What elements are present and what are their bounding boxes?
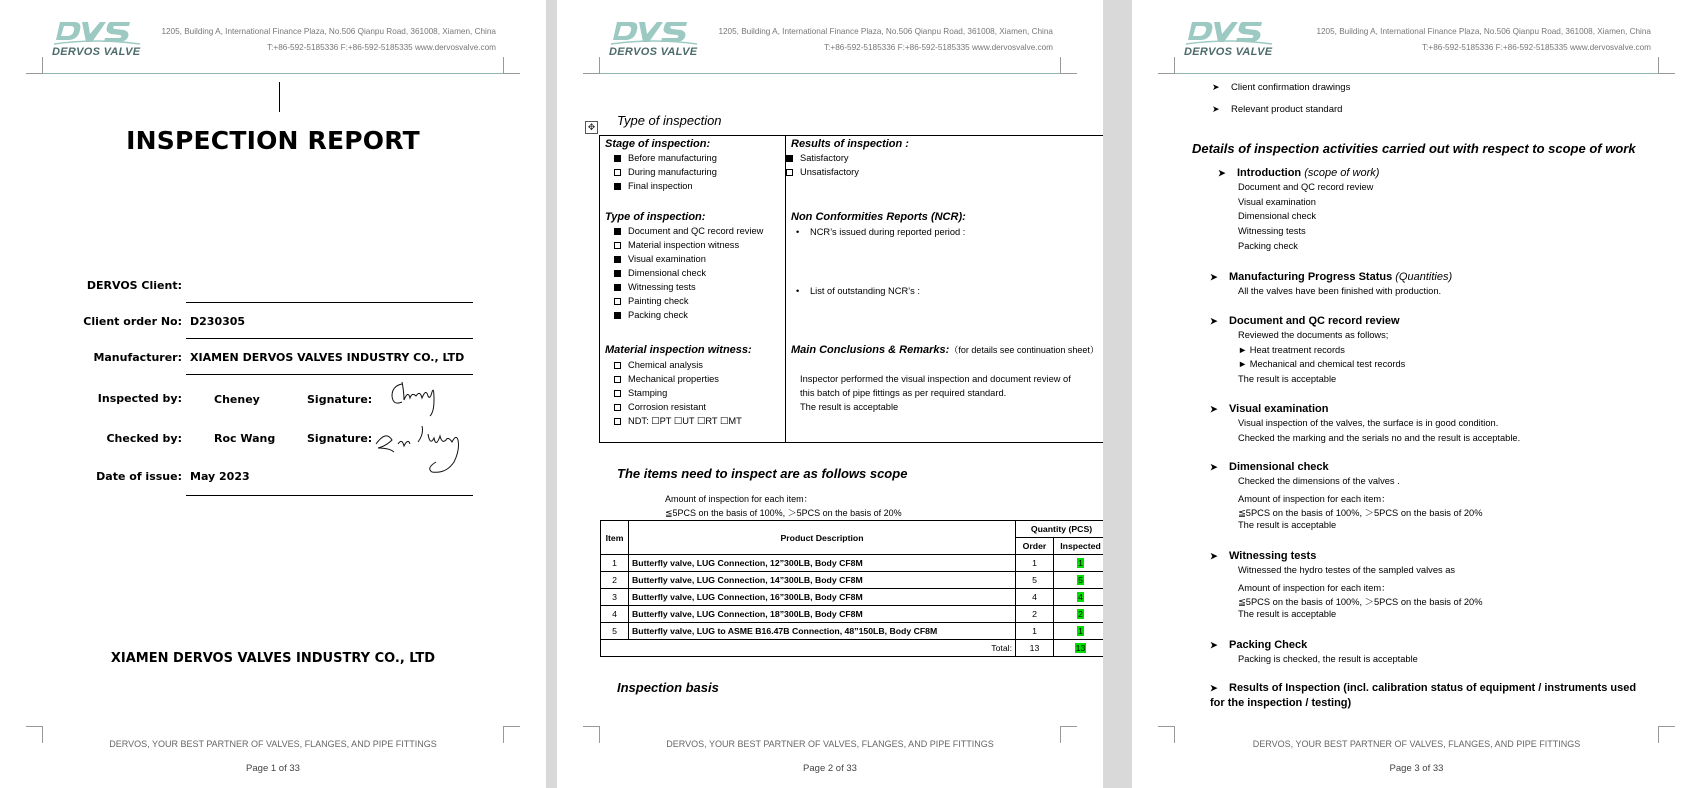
stage-item-label: During manufacturing <box>628 167 717 177</box>
item-cell: 1 <box>601 555 629 572</box>
order-cell: 1 <box>1016 623 1054 640</box>
arrow-bullet-icon: ➤ <box>1210 462 1218 472</box>
material-item <box>614 388 667 398</box>
section-line: ≦5PCS on the basis of 100%, ＞5PCS on the basis of 20% <box>1238 597 1483 608</box>
table-row <box>601 589 1104 606</box>
crop-mark <box>583 57 600 74</box>
checked-checkbox-icon[interactable] <box>614 228 621 235</box>
footer-tagline: DERVOS, YOUR BEST PARTNER OF VALVES, FLANGES, AND PIPE FITTINGS <box>1252 739 1581 749</box>
header-divider <box>1174 73 1659 74</box>
type-item <box>614 282 696 292</box>
stage-item-label: Final inspection <box>628 181 693 191</box>
conclusion-line-3: The result is acceptable <box>800 402 899 412</box>
description-cell: Butterfly valve, LUG Connection, 16”300LB, Body CF8M <box>629 589 1016 606</box>
items-table <box>600 520 1103 657</box>
details-title: Details of inspection activities carried out with respect to scope of work <box>1192 141 1636 156</box>
description-cell: Butterfly valve, LUG to ASME B16.47B Connection, 48”150LB, Body CF8M <box>629 623 1016 640</box>
header-address: 1205, Building A, International Finance Plaza, No.506 Qianpu Road, 361008, Xiamen, China <box>718 27 1053 36</box>
ncr-list-line: • List of outstanding NCR’s : <box>796 286 920 296</box>
unchecked-checkbox-icon[interactable] <box>614 376 621 383</box>
material-item-label: Corrosion resistant <box>628 402 707 412</box>
unchecked-checkbox-icon[interactable] <box>614 242 621 249</box>
basis-bullet: ➤ Client confirmation drawings <box>1212 82 1351 93</box>
results-heading-cont: for the inspection / testing) <box>1210 697 1352 709</box>
report-title: INSPECTION REPORT <box>126 126 420 155</box>
logo-wordmark: DERVOS VALVE <box>1184 46 1273 58</box>
material-heading: Material inspection witness: <box>605 344 752 356</box>
section-line: Checked the dimensions of the valves . <box>1238 476 1400 486</box>
section-line: All the valves have been finished with production. <box>1238 286 1442 296</box>
order-cell: 1 <box>1016 555 1054 572</box>
header-address: 1205, Building A, International Finance Plaza, No.506 Qianpu Road, 361008, Xiamen, China <box>1316 27 1651 36</box>
order-cell: 5 <box>1016 572 1054 589</box>
inspected-value: 2 <box>1078 609 1083 619</box>
arrow-bullet-icon: ➤ <box>1218 168 1226 178</box>
description-cell: Butterfly valve, LUG Connection, 18”300LB, Body CF8M <box>629 606 1016 623</box>
arrow-bullet-icon: ➤ <box>1210 272 1218 282</box>
conclusion-note: （for details see continuation sheet） <box>949 345 1099 355</box>
arrow-bullet-icon: ➤ <box>1212 104 1220 114</box>
checked-checkbox-icon[interactable] <box>614 183 621 190</box>
company-logo <box>609 18 699 64</box>
total-order: 13 <box>1016 640 1054 657</box>
section-line: Reviewed the documents as follows; <box>1238 330 1389 340</box>
type-item <box>614 310 688 320</box>
checked-checkbox-icon[interactable] <box>614 256 621 263</box>
date-value[interactable]: May 2023 <box>190 470 250 483</box>
section-line: Amount of inspection for each item： <box>1238 582 1391 593</box>
checked-checkbox-icon[interactable] <box>786 155 793 162</box>
section-line: Packing check <box>1238 240 1298 251</box>
order-label: Client order No: <box>83 315 182 328</box>
col-desc-header: Product Description <box>629 521 1016 555</box>
total-row <box>601 640 1104 657</box>
order-cell: 4 <box>1016 589 1054 606</box>
type-item <box>614 296 688 306</box>
field-underline <box>186 374 473 375</box>
table-row <box>601 606 1104 623</box>
logo-wordmark: DERVOS VALVE <box>609 46 698 58</box>
inspected-cell <box>1054 589 1104 606</box>
section-line: ► Mechanical and chemical test records <box>1238 359 1406 370</box>
footer-tagline: DERVOS, YOUR BEST PARTNER OF VALVES, FLANGES, AND PIPE FITTINGS <box>666 739 994 749</box>
section-line: The result is acceptable <box>1238 374 1337 385</box>
crop-mark <box>1158 57 1175 74</box>
section-heading: ➤ Dimensional check <box>1210 461 1329 473</box>
basis-line: ≦5PCS on the basis of 100%, ＞5PCS on the basis of 20% <box>665 508 902 518</box>
items-body <box>601 555 1104 640</box>
section-heading: ➤ Document and QC record review <box>1210 315 1400 327</box>
table-row <box>601 555 1104 572</box>
field-underline <box>186 338 473 339</box>
scope-title: The items need to inspect are as follows scope <box>617 466 908 481</box>
inspected-value[interactable]: Cheney <box>214 393 260 406</box>
company-name: XIAMEN DERVOS VALVES INDUSTRY CO., LTD <box>110 651 436 666</box>
col-qty-header: Quantity (PCS) <box>1016 521 1104 538</box>
crop-mark <box>503 57 520 74</box>
result-item-label: Unsatisfactory <box>800 167 859 177</box>
col-item-header: Item <box>601 521 629 555</box>
logo-wordmark: DERVOS VALVE <box>52 46 141 58</box>
type-heading: Type of inspection: <box>605 211 706 223</box>
unchecked-checkbox-icon[interactable] <box>614 390 621 397</box>
section-line: Witnessing tests <box>1238 226 1306 237</box>
page-number: Page 3 of 33 <box>1389 763 1444 774</box>
text-cursor <box>279 82 280 112</box>
checked-label: Checked by: <box>106 432 182 445</box>
conclusion-heading: Main Conclusions & Remarks:（for details see continuation sheet） <box>791 344 1099 356</box>
arrow-bullet-icon: ➤ <box>1210 683 1218 693</box>
inspected-cell <box>1054 555 1104 572</box>
col-inspected-header: Inspected <box>1054 538 1104 555</box>
checked-checkbox-icon[interactable] <box>614 155 621 162</box>
material-item-label: NDT: ☐PT ☐UT ☐RT ☐MT <box>628 416 742 426</box>
section-line: Visual examination <box>1238 196 1316 207</box>
section-line: Checked the marking and the serials no and the result is acceptable. <box>1238 432 1521 443</box>
ncr-issued-line: • NCR’s issued during reported period : <box>796 227 966 237</box>
manufacturer-label: Manufacturer: <box>93 351 182 364</box>
section-heading: ➤ Visual examination <box>1210 403 1329 415</box>
inspection-summary-table <box>599 135 1103 443</box>
header-contact: T:+86-592-5185336 F:+86-592-5185335 www.dervosvalve.com <box>824 43 1053 52</box>
material-item <box>614 416 742 427</box>
stage-item <box>614 153 717 163</box>
type-item-label: Material inspection witness <box>628 240 740 250</box>
type-item-label: Dimensional check <box>628 268 707 278</box>
signature-label: Signature: <box>307 393 373 406</box>
stage-item <box>614 181 693 191</box>
item-cell: 2 <box>601 572 629 589</box>
stage-heading: Stage of inspection: <box>605 138 711 150</box>
checked-value[interactable]: Roc Wang <box>214 432 276 445</box>
page-3 <box>1132 0 1701 788</box>
arrow-bullet-icon: ➤ <box>1212 82 1220 92</box>
result-item <box>786 153 849 163</box>
conclusion-line-2: this batch of pipe fittings as per required standard. <box>800 388 1007 398</box>
unchecked-checkbox-icon[interactable] <box>614 404 621 411</box>
page-1 <box>0 0 546 788</box>
checked-checkbox-icon[interactable] <box>614 270 621 277</box>
inspected-value: 5 <box>1078 575 1083 585</box>
dvs-logo-icon <box>609 18 699 46</box>
table-row <box>601 572 1104 589</box>
description-cell: Butterfly valve, LUG Connection, 14”300LB, Body CF8M <box>629 572 1016 589</box>
signature-label: Signature: <box>307 432 373 445</box>
inspected-value: 1 <box>1078 558 1083 568</box>
crop-mark <box>1060 57 1077 74</box>
type-item-label: Visual examination <box>628 254 706 264</box>
table-move-handle-icon[interactable]: ✥ <box>585 121 598 134</box>
inspection-basis-title: Inspection basis <box>617 680 719 695</box>
table-column-divider <box>785 136 786 442</box>
type-item-label: Painting check <box>628 296 689 306</box>
section-line: Witnessed the hydro testes of the sampled valves as <box>1238 565 1456 575</box>
unchecked-checkbox-icon[interactable] <box>786 169 793 176</box>
section-line: Dimensional check <box>1238 211 1317 222</box>
page-number: Page 1 of 33 <box>246 763 300 774</box>
section-line: Packing is checked, the result is acceptable <box>1238 654 1418 664</box>
unchecked-checkbox-icon[interactable] <box>614 362 621 369</box>
checked-checkbox-icon[interactable] <box>614 284 621 291</box>
inspected-cell <box>1054 572 1104 589</box>
type-item <box>614 240 739 250</box>
item-cell: 4 <box>601 606 629 623</box>
type-item <box>614 254 706 264</box>
section-line: ► Heat treatment records <box>1238 344 1345 355</box>
item-cell: 5 <box>601 623 629 640</box>
client-label: DERVOS Client: <box>86 279 182 292</box>
section-line: Visual inspection of the valves, the surface is in good condition. <box>1238 418 1499 428</box>
header-divider <box>599 73 1061 74</box>
dvs-logo-icon <box>52 18 142 46</box>
signature-cheney-image <box>388 378 450 418</box>
signature-roc-wang-image <box>372 422 472 478</box>
material-item-label: Mechanical properties <box>628 374 719 384</box>
amount-line: Amount of inspection for each item： <box>665 494 813 504</box>
inspected-label: Inspected by: <box>97 392 182 405</box>
conclusion-line-1: Inspector performed the visual inspection and document review of <box>800 374 1071 384</box>
total-inspected-cell <box>1054 640 1104 657</box>
arrow-bullet-icon: ➤ <box>1210 316 1218 326</box>
type-item <box>614 268 706 278</box>
company-logo <box>52 18 142 64</box>
type-of-inspection-title: Type of inspection <box>617 113 722 128</box>
material-item-label: Stamping <box>628 388 668 398</box>
material-item <box>614 374 719 384</box>
type-item-label: Witnessing tests <box>628 282 696 292</box>
field-underline <box>186 302 473 303</box>
type-item-label: Document and QC record review <box>628 226 764 236</box>
manufacturer-value[interactable]: XIAMEN DERVOS VALVES INDUSTRY CO., LTD <box>190 351 465 364</box>
type-item-label: Packing check <box>628 310 688 320</box>
material-item <box>614 360 703 370</box>
header-divider <box>42 73 504 74</box>
section-line: ≦5PCS on the basis of 100%, ＞5PCS on the basis of 20% <box>1238 508 1483 519</box>
inspected-value: 1 <box>1078 626 1083 636</box>
field-underline <box>186 495 473 496</box>
section-line: The result is acceptable <box>1238 520 1337 531</box>
results-heading: Results of inspection : <box>791 138 909 150</box>
table-row <box>601 623 1104 640</box>
footer-tagline: DERVOS, YOUR BEST PARTNER OF VALVES, FLANGES, AND PIPE FITTINGS <box>109 739 437 749</box>
item-cell: 3 <box>601 589 629 606</box>
stage-item-label: Before manufacturing <box>628 153 717 163</box>
total-label: Total: <box>601 640 1016 657</box>
unchecked-checkbox-icon[interactable] <box>614 298 621 305</box>
dvs-logo-icon <box>1184 18 1274 46</box>
header-contact: T:+86-592-5185336 F:+86-592-5185335 www.dervosvalve.com <box>1422 43 1651 52</box>
section-line: Document and QC record review <box>1238 182 1374 192</box>
result-item-label: Satisfactory <box>800 153 849 163</box>
header-contact: T:+86-592-5185336 F:+86-592-5185335 www.dervosvalve.com <box>267 43 496 52</box>
description-cell: Butterfly valve, LUG Connection, 12”300LB, Body CF8M <box>629 555 1016 572</box>
unchecked-checkbox-icon[interactable] <box>614 418 621 425</box>
result-item <box>786 167 859 177</box>
order-cell: 2 <box>1016 606 1054 623</box>
arrow-bullet-icon: ➤ <box>1210 640 1218 650</box>
inspected-value: 4 <box>1078 592 1083 602</box>
arrow-bullet-icon: ➤ <box>1210 551 1218 561</box>
inspected-cell <box>1054 623 1104 640</box>
section-heading: ➤ Packing Check <box>1210 639 1308 651</box>
company-logo <box>1184 18 1274 64</box>
crop-mark <box>1658 57 1675 74</box>
total-inspected: 13 <box>1075 643 1086 653</box>
material-item <box>614 402 706 412</box>
stage-item <box>614 167 717 177</box>
results-heading: ➤ Results of Inspection (incl. calibration status of equipment / instruments used <box>1210 682 1637 694</box>
material-item-label: Chemical analysis <box>628 360 703 370</box>
type-item <box>614 226 763 236</box>
ncr-heading: Non Conformities Reports (NCR): <box>791 211 966 223</box>
basis-bullet: ➤ Relevant product standard <box>1212 104 1343 115</box>
page-number: Page 2 of 33 <box>803 763 857 774</box>
section-heading: ➤ Introduction (scope of work) <box>1218 167 1380 179</box>
date-label: Date of issue: <box>96 470 182 483</box>
section-line: Amount of inspection for each item： <box>1238 493 1391 504</box>
checked-checkbox-icon[interactable] <box>614 312 621 319</box>
page-2 <box>557 0 1103 788</box>
inspected-cell <box>1054 606 1104 623</box>
header-address: 1205, Building A, International Finance Plaza, No.506 Qianpu Road, 361008, Xiamen, China <box>161 27 496 36</box>
unchecked-checkbox-icon[interactable] <box>614 169 621 176</box>
order-value[interactable]: D230305 <box>190 315 246 328</box>
col-order-header: Order <box>1016 538 1054 555</box>
arrow-bullet-icon: ➤ <box>1210 404 1218 414</box>
section-heading: ➤ Witnessing tests <box>1210 550 1317 562</box>
section-line: The result is acceptable <box>1238 609 1337 620</box>
section-heading: ➤ Manufacturing Progress Status (Quantities) <box>1210 271 1453 283</box>
crop-mark <box>26 57 43 74</box>
